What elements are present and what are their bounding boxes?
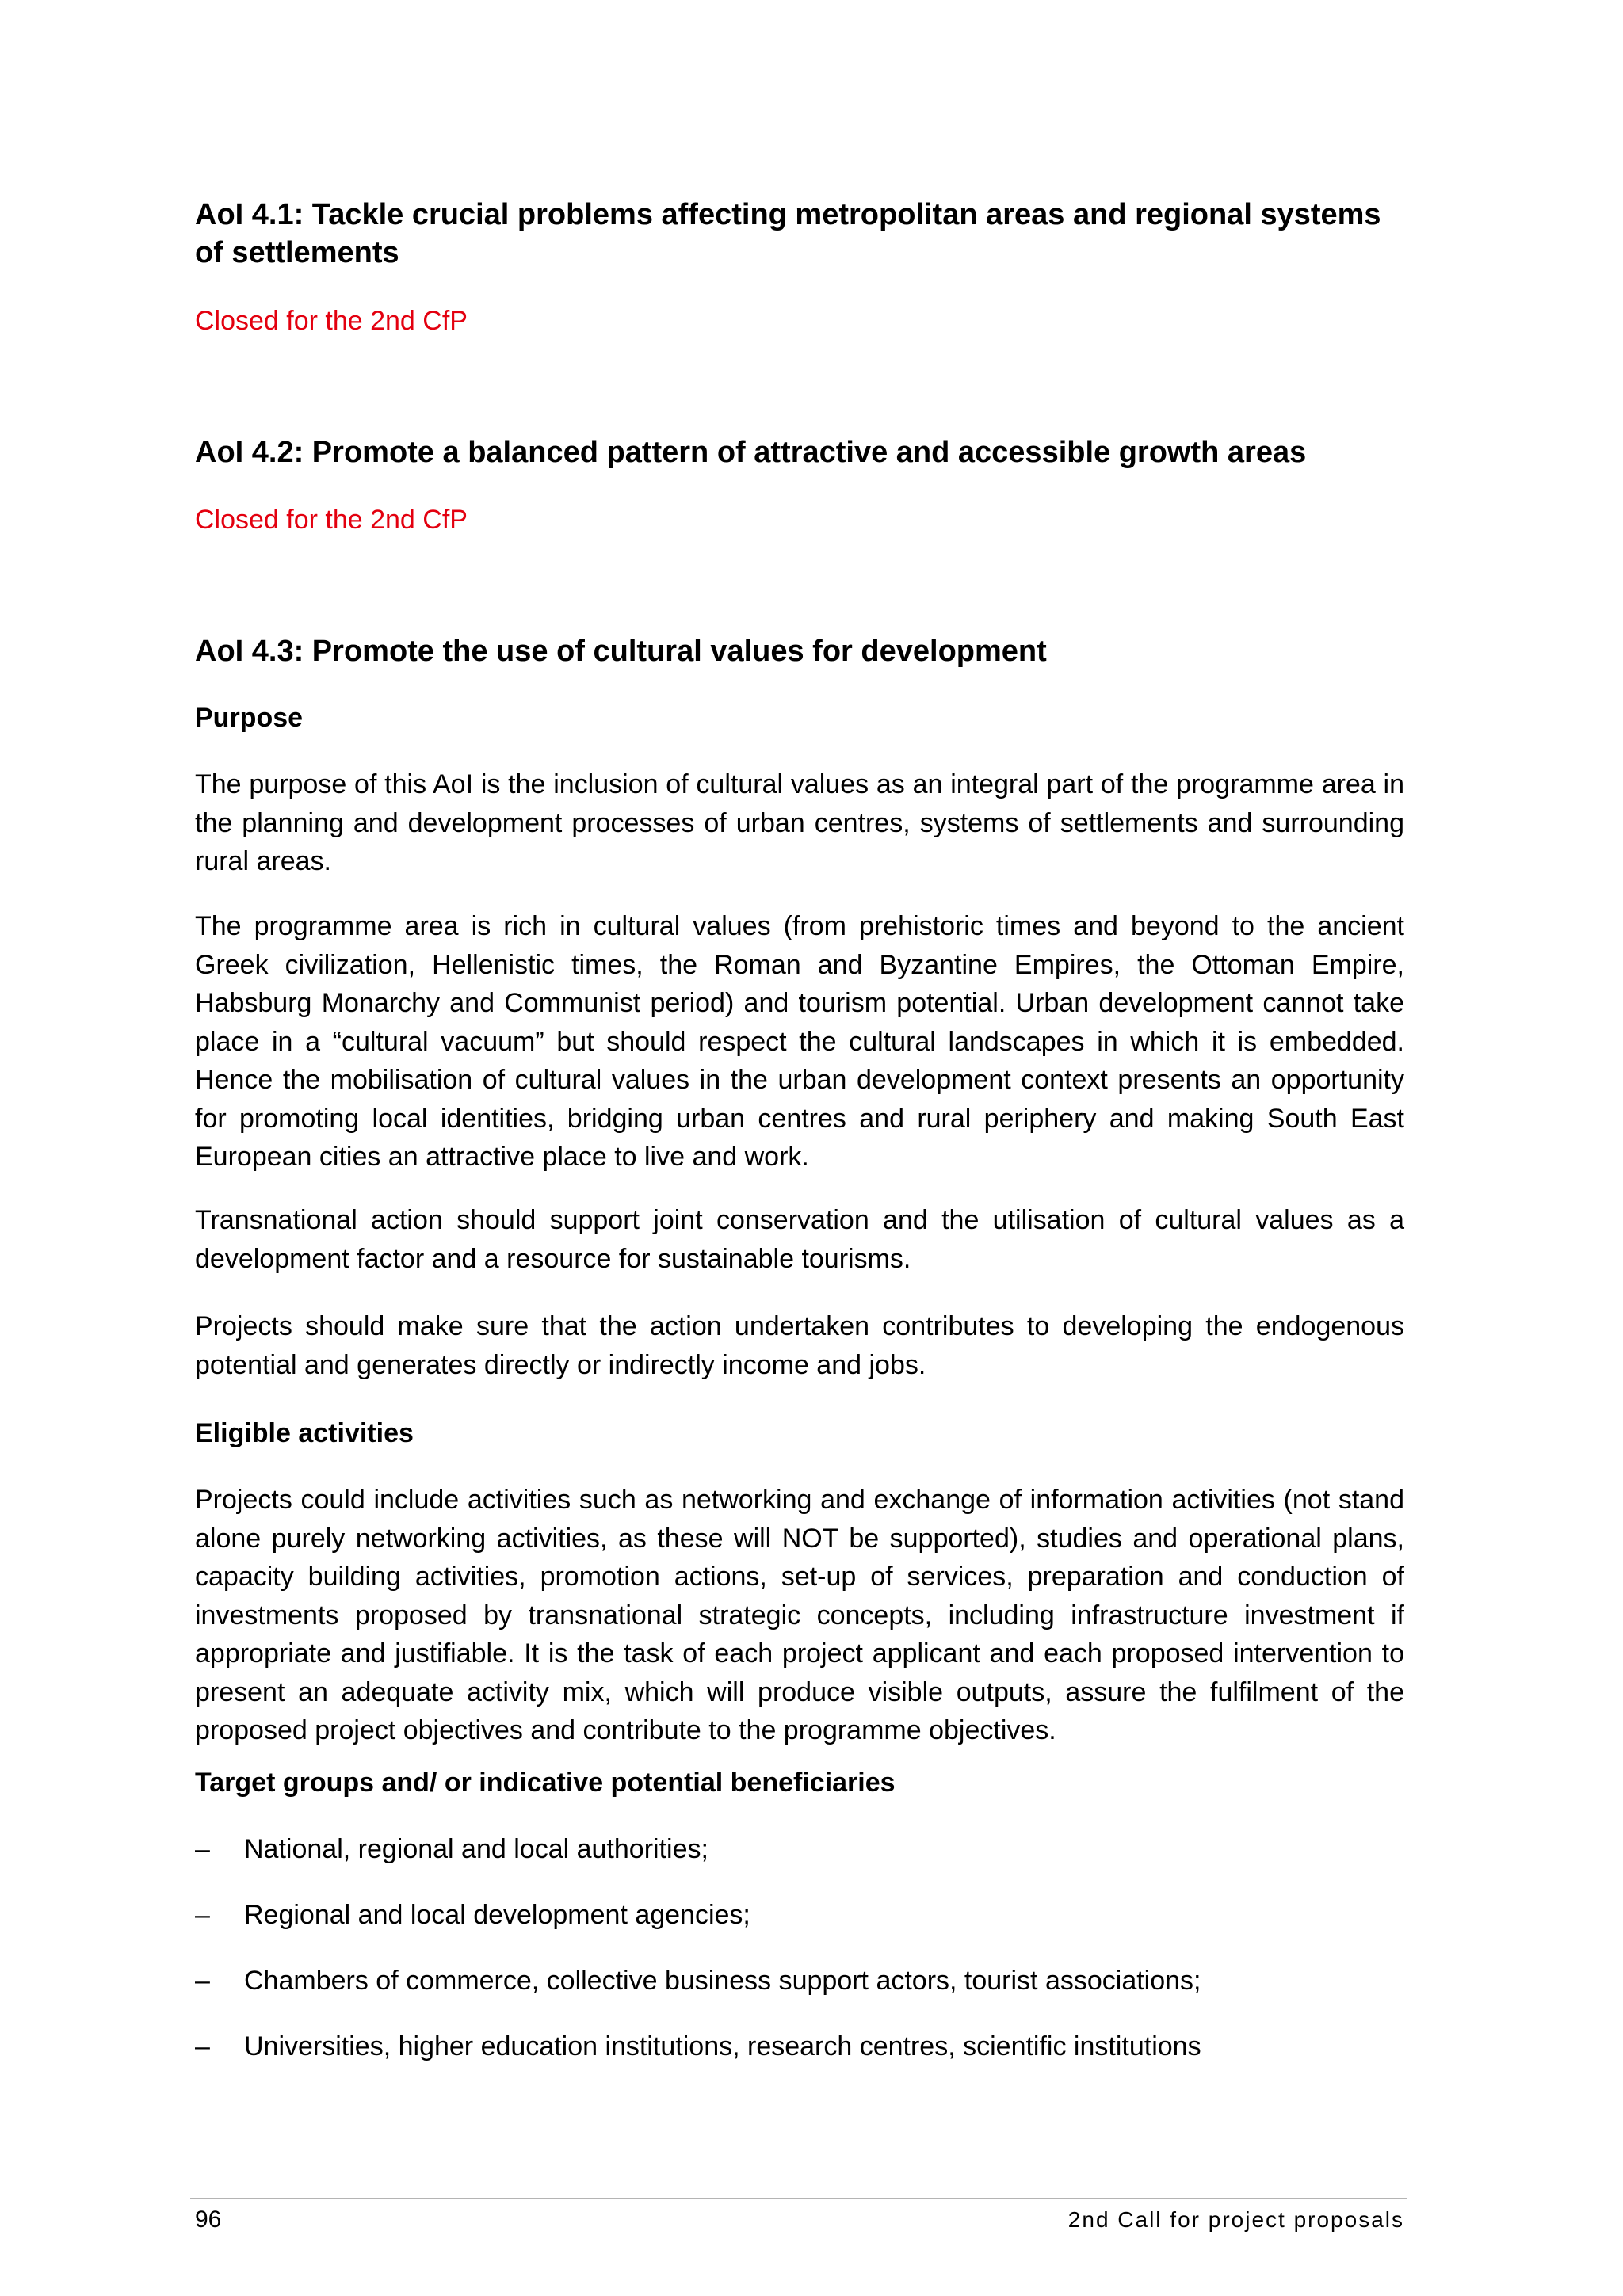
target-groups-list	[195, 1830, 1404, 2093]
purpose-paragraph-4: Projects should make sure that the action undertaken contributes to developing the endogenous potential and generates directly or indirectly income and jobs.	[195, 1311, 1404, 1380]
list-item	[195, 1830, 1404, 1868]
dash-bullet: –	[195, 1966, 210, 1996]
aoi-4-1-heading: AoI 4.1: Tackle crucial problems affecting metropolitan areas and regional systems of settlements	[195, 198, 1381, 269]
list-item-text: Chambers of commerce, collective business support actors, tourist associations;	[244, 1966, 1201, 1996]
footer-document-title: 2nd Call for project proposals	[1067, 2207, 1404, 2232]
list-item	[195, 1962, 1404, 2000]
dash-bullet: –	[195, 1900, 210, 1930]
document-page	[195, 0, 1404, 2296]
eligible-activities-paragraph: Projects could include activities such as networking and exchange of information activities (not stand alone purely networking activities, as these will NOT be supported), studies and operational plans, capacity building activities, promotion actions, set-up of services, preparation and conduction of investments proposed by transnational strategic concepts, including infrastructure investment if appropriate and justifiable. It is the task of each project applicant and each proposed intervention to present an adequate activity mix, which will produce visible outputs, assure the fulfilment of the proposed project objectives and contribute to the programme objectives.	[195, 1485, 1404, 1745]
list-item-text: Universities, higher education institutions, research centres, scientific institutions	[244, 2031, 1201, 2061]
list-item-text: National, regional and local authorities;	[244, 1834, 708, 1864]
aoi-4-1-status: Closed for the 2nd CfP	[195, 306, 468, 336]
list-item	[195, 1896, 1404, 1934]
dash-bullet: –	[195, 2031, 210, 2061]
footer-divider	[190, 2198, 1407, 2199]
aoi-4-3-heading: AoI 4.3: Promote the use of cultural values for development	[195, 635, 1047, 668]
purpose-paragraph-3: Transnational action should support joint conservation and the utilisation of cultural values as a development factor and a resource for sustainable tourisms.	[195, 1205, 1404, 1274]
purpose-paragraph-2: The programme area is rich in cultural values (from prehistoric times and beyond to the ancient Greek civilization, Hellenistic times, the Roman and Byzantine Empires, the Ottoman Empire, Habsburg Monarchy and Communist period) and tourism potential. Urban development cannot take place in a “cultural vacuum” but should respect the cultural landscapes in which it is embedded. Hence the mobilisation of cultural values in the urban development context presents an opportunity for promoting local identities, bridging urban centres and rural periphery and making South East European cities an attractive place to live and work.	[195, 911, 1404, 1172]
purpose-heading: Purpose	[195, 703, 304, 733]
list-item	[195, 2027, 1404, 2065]
purpose-paragraph-1: The purpose of this AoI is the inclusion of cultural values as an integral part of the programme area in the planning and development processes of urban centres, systems of settlements and surrounding rural areas.	[195, 769, 1404, 876]
eligible-activities-heading: Eligible activities	[195, 1418, 414, 1448]
dash-bullet: –	[195, 1834, 210, 1864]
target-groups-heading: Target groups and/ or indicative potential beneficiaries	[195, 1768, 896, 1798]
aoi-4-2-status: Closed for the 2nd CfP	[195, 505, 468, 535]
list-item-text: Regional and local development agencies;	[244, 1900, 750, 1930]
aoi-4-2-heading: AoI 4.2: Promote a balanced pattern of attractive and accessible growth areas	[195, 436, 1307, 469]
page-number: 96	[195, 2206, 222, 2233]
